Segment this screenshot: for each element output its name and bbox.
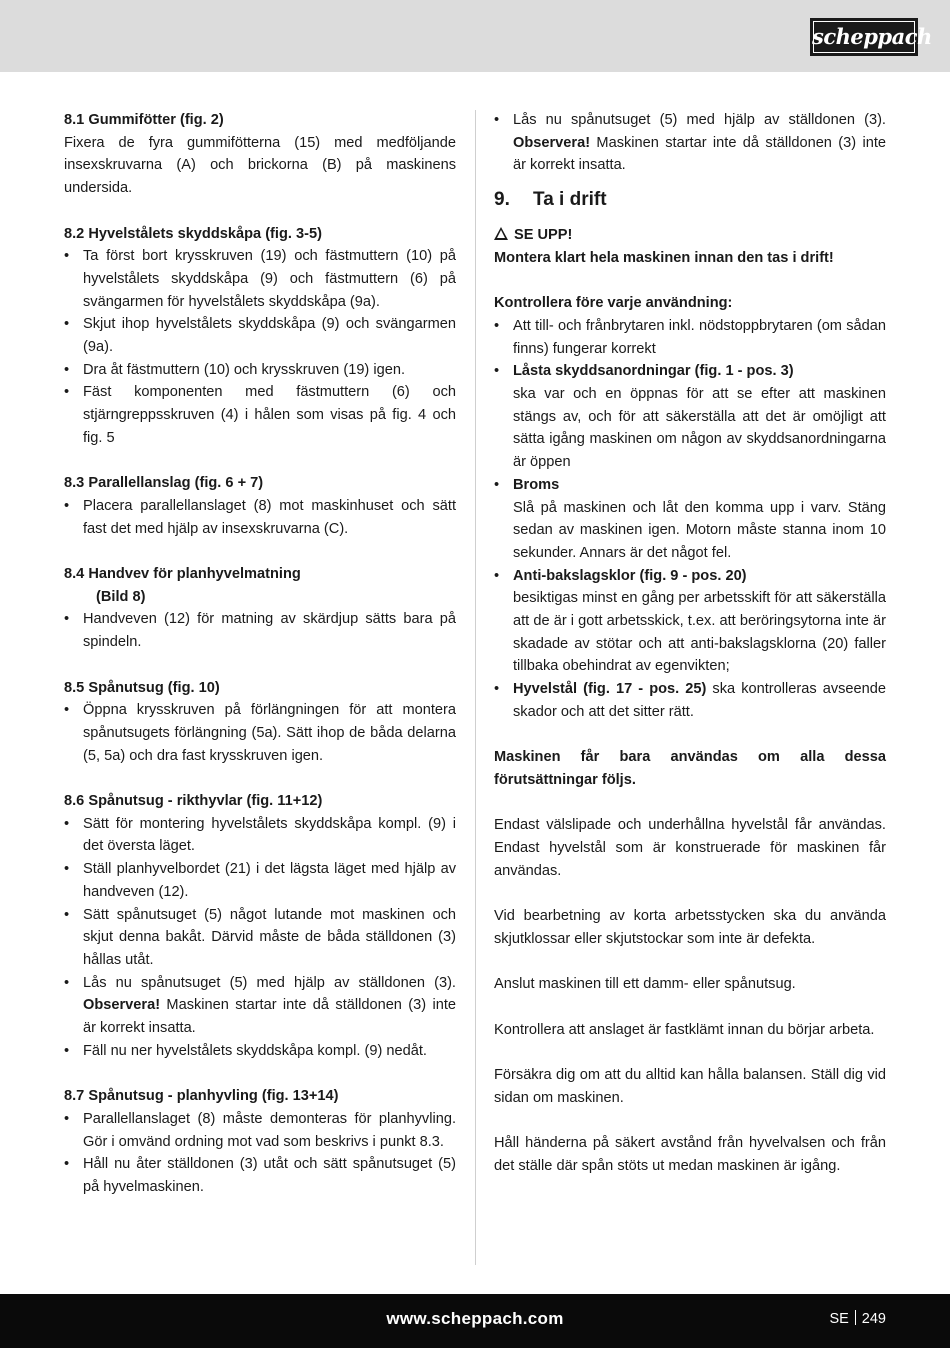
section-9-title: Ta i drift xyxy=(533,189,607,211)
list-item xyxy=(64,972,456,1040)
page-header xyxy=(0,0,950,72)
list-item xyxy=(494,474,886,565)
item-title: Anti-bakslagsklor (fig. 9 - pos. 20) xyxy=(513,567,747,584)
section-8-1-text: Fixera de fyra gummifötterna (15) med medföljande insexskruvarna (A) och brickorna (B) på maskinens undersida. xyxy=(64,134,456,197)
list-item xyxy=(494,360,886,474)
item-text: ska kontrolleras avseende skador och att det sitter rätt. xyxy=(513,681,886,720)
checks-heading: Kontrollera före varje användning: xyxy=(494,295,733,312)
paragraph: Kontrollera att anslaget är fastklämt innan du börjar arbeta. xyxy=(494,1021,875,1038)
item-text: besiktigas minst en gång per arbetsskift för att säkerställa att de är i gott arbetsskick, t.ex. att beröringsytorna inte är skadade av stötar och att anti-bakslagsklorna (20) faller tillbaka obehindrat av egenvikten; xyxy=(513,590,886,675)
section-8-5-heading: 8.5 Spånutsug (fig. 10) xyxy=(64,679,220,696)
list-item: • Håll nu åter ställdonen (3) utåt och sätt spånutsuget (5) på hyvelmaskinen. xyxy=(64,1153,456,1198)
section-8-4-heading: 8.4 Handvev för planhyvelmatning xyxy=(64,566,301,583)
warning-label: SE UPP! xyxy=(514,227,573,244)
left-column xyxy=(64,109,456,1199)
section-8-3-list xyxy=(64,495,456,540)
list-item xyxy=(494,565,886,679)
list-item: • Ta först bort krysskruven (19) och fästmuttern (10) på hyvelstålets skyddskåpa (9) och fästmuttern (6) på svängarmen för hyvelstålets skyddskåpa (9a). xyxy=(64,245,456,313)
list-item: • Sätt för montering hyvelstålets skyddskåpa kompl. (9) i det översta läget. xyxy=(64,813,456,858)
item-text: Maskinen startar inte då ställdonen (3) inte är korrekt insatta. xyxy=(513,134,886,174)
list-item: • Skjut ihop hyvelstålets skyddskåpa (9) och svängarmen (9a). xyxy=(64,313,456,358)
item-text: ska var och en öppnas för att se efter att maskinen stängs av, och för att säkerställa att det är omöjligt att sätta igång maskinen om någon av skyddsanordningarna är öppen xyxy=(513,386,886,471)
list-item: • Fäll nu ner hyvelstålets skyddskåpa kompl. (9) nedåt. xyxy=(64,1040,456,1063)
page-footer xyxy=(0,1294,950,1348)
page-separator xyxy=(855,1310,856,1325)
item-text: Lås nu spånutsuget (5) med hjälp av ställdonen (3). xyxy=(83,974,456,991)
section-8-5-list xyxy=(64,699,456,767)
section-9-number: 9. xyxy=(494,189,510,211)
item-text: Maskinen startar inte då ställdonen (3) inte är korrekt insatta. xyxy=(83,997,456,1037)
item-text: Slå på maskinen och låt den komma upp i varv. Stäng sedan av maskinen igen. Motorn måste stanna inom 10 sekunder. Annars är det något fel. xyxy=(513,499,886,561)
scheppach-logo: scheppach xyxy=(810,18,918,56)
column-divider xyxy=(475,110,476,1265)
list-item xyxy=(494,109,886,177)
paragraph: Försäkra dig om att du alltid kan hålla balansen. Ställ dig vid sidan om maskinen. xyxy=(494,1067,886,1106)
warning-triangle-icon xyxy=(494,227,508,240)
observe-label: Observera! xyxy=(513,134,591,151)
list-item: • Handveven (12) för matning av skärdjup sätts bara på spindeln. xyxy=(64,608,456,653)
list-item xyxy=(494,678,886,723)
continued-list xyxy=(494,109,886,177)
list-item: • Fäst komponenten med fästmuttern (6) och stjärngreppsskruven (4) i hålen som visas på fig. 4 och fig. 5 xyxy=(64,381,456,449)
checks-list xyxy=(494,315,886,724)
section-8-2-heading: 8.2 Hyvelstålets skyddskåpa (fig. 3-5) xyxy=(64,225,322,242)
item-title: Låsta skyddsanordningar (fig. 1 - pos. 3) xyxy=(513,363,794,380)
paragraph: Anslut maskinen till ett damm- eller spånutsug. xyxy=(494,976,796,993)
section-8-3-heading: 8.3 Parallellanslag (fig. 6 + 7) xyxy=(64,475,264,492)
item-text: Lås nu spånutsuget (5) med hjälp av ställdonen (3). xyxy=(513,112,886,128)
right-column xyxy=(494,109,886,1178)
list-item: • Parallellanslaget (8) måste demonteras för planhyvling. Gör i omvänd ordning mot vad som beskrivs i punkt 8.3. xyxy=(64,1108,456,1153)
list-item: • Placera parallellanslaget (8) mot maskinhuset och sätt fast det med hjälp av insexskruvarna (C). xyxy=(64,495,456,540)
warning-text: Montera klart hela maskinen innan den tas i drift! xyxy=(494,249,834,266)
section-8-4-heading-sub: (Bild 8) xyxy=(96,588,146,605)
website-url: www.scheppach.com xyxy=(386,1309,564,1328)
section-8-7-list xyxy=(64,1108,456,1199)
item-title: Hyvelstål (fig. 17 - pos. 25) xyxy=(513,681,707,698)
item-title: Broms xyxy=(513,476,560,493)
warning-line xyxy=(494,224,886,247)
section-8-6-list xyxy=(64,813,456,1063)
section-8-1-heading: 8.1 Gummifötter (fig. 2) xyxy=(64,112,224,128)
observe-label: Observera! xyxy=(83,997,161,1014)
page-number: 249 xyxy=(861,1311,886,1327)
section-8-7-heading: 8.7 Spånutsug - planhyvling (fig. 13+14) xyxy=(64,1088,339,1105)
conditions-note: Maskinen får bara användas om alla dessa förutsättningar följs. xyxy=(494,749,886,788)
section-8-4-list xyxy=(64,608,456,653)
paragraph: Endast välslipade och underhållna hyvelstål får användas. Endast hyvelstål som är konstruerade för maskinen får användas. xyxy=(494,817,886,879)
list-item: • Dra åt fästmuttern (10) och krysskruven (19) igen. xyxy=(64,359,456,382)
list-item: • Att till- och frånbrytaren inkl. nödstoppbrytaren (om sådan finns) fungerar korrekt xyxy=(494,315,886,360)
section-8-2-list xyxy=(64,245,456,449)
section-8-6-heading: 8.6 Spånutsug - rikthyvlar (fig. 11+12) xyxy=(64,793,323,810)
list-item: • Sätt spånutsuget (5) något lutande mot maskinen och skjut denna bakåt. Därvid måste de båda ställdonen (3) hållas utåt. xyxy=(64,904,456,972)
list-item: • Ställ planhyvelbordet (21) i det lägsta läget med hjälp av handveven (12). xyxy=(64,858,456,903)
language-code: SE xyxy=(829,1311,849,1327)
paragraph: Vid bearbetning av korta arbetsstycken ska du använda skjutklossar eller skjutstockar som inte är defekta. xyxy=(494,908,886,947)
list-item: • Öppna krysskruven på förlängningen för att montera spånutsugets förlängning (5a). Sätt ihop de båda delarna (5, 5a) och dra fast krysskruven igen. xyxy=(64,699,456,767)
section-9-heading xyxy=(494,177,886,224)
page-info xyxy=(829,1309,886,1329)
paragraph: Håll händerna på säkert avstånd från hyvelvalsen och från det ställe där spån stöts ut medan maskinen är igång. xyxy=(494,1135,886,1174)
